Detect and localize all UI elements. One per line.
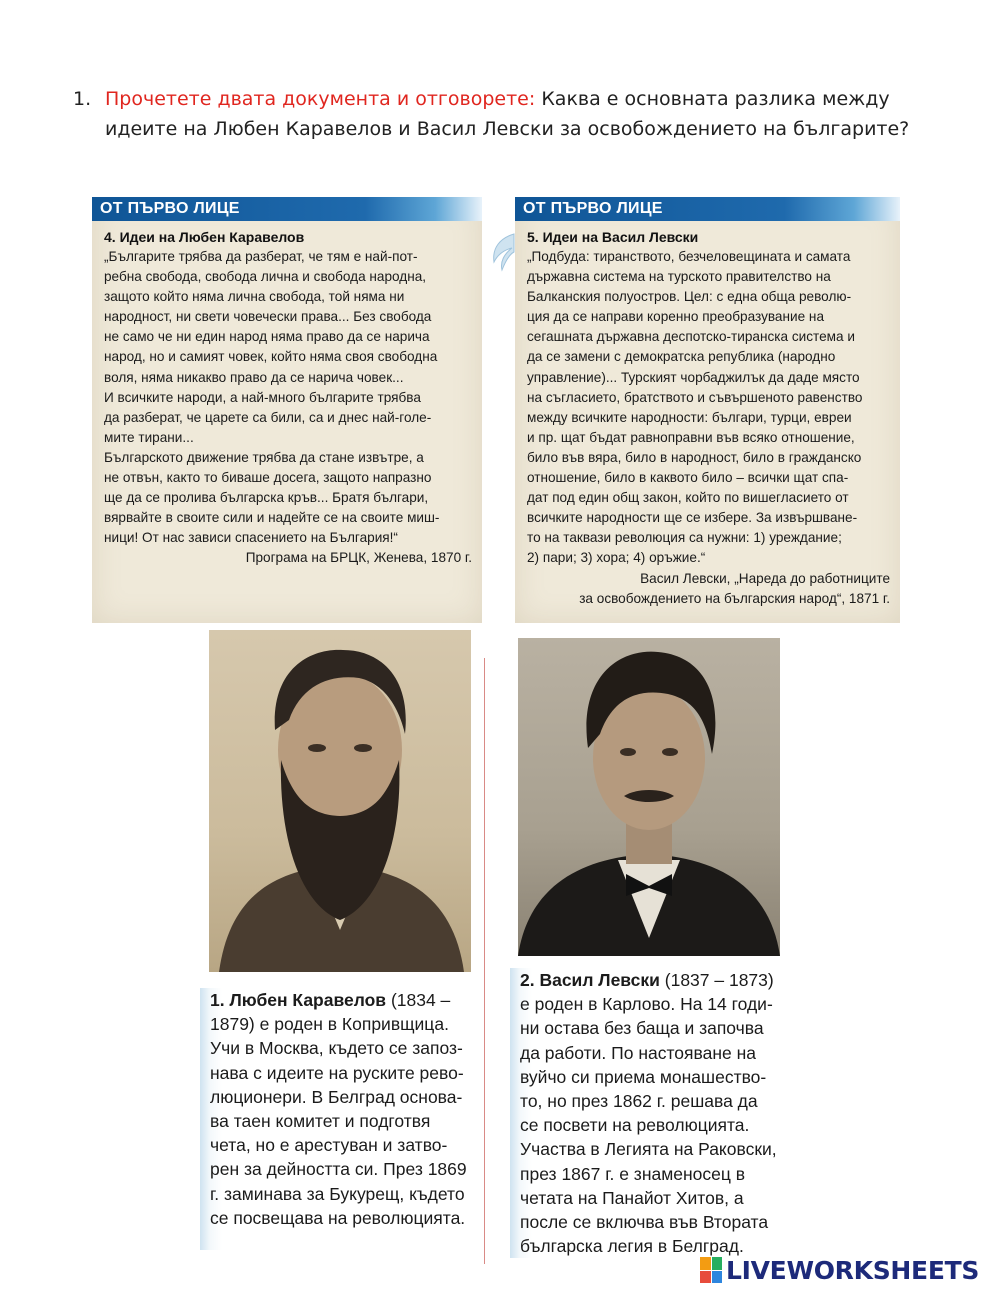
portrait-karavelov [209, 630, 471, 972]
caption-name: 2. Васил Левски [520, 970, 660, 990]
caption-name: 1. Любен Каравелов [210, 990, 387, 1010]
question-text: Каква е основната разлика между идеите на Любен Каравелов и Васил Левски за освобождението на българите? [105, 88, 910, 140]
column-divider [484, 658, 485, 1264]
document-header: ОТ ПЪРВО ЛИЦЕ [92, 197, 482, 221]
document-levski [515, 197, 900, 623]
caption-text: (1837 – 1873) е роден в Карлово. На 14 годи- ни остава без баща и започва да работи. По настояване на вуйчо си приема монашество- то, но през 1862 г. решава да се посвети на революцията. Участва в Легията на Раковски, през 1867 г. е знаменосец в четата на Панайот Хитов, а после се включва във Втората българска легия в Белград. [520, 970, 777, 1257]
document-text: „Българите трябва да разберат, че тям е най-пот- ребна свобода, свобода лична и свобода народна, защото който няма лична свобода, той няма ни народност, ни свети човечески права... Без свобода не само че ни един народ няма право да се нарича народ, но и самият човек, който няма своя свободна воля, няма никакво право да се нарича човек... И всичките народи, а най-много българите трябва да разберат, че царете са били, са и днес най-голе- мите тирани... Българското движение трябва да стане извътре, а не отвън, както то биваше досега, защото напразно ще да се пролива българска кръв... Братя българи, вярвайте в своите сили и надейте се на своите миш- ници! От нас зависи спасението на България!“ [104, 249, 440, 546]
document-header: ОТ ПЪРВО ЛИЦЕ [515, 197, 900, 221]
brand-wordmark: LIVEWORKSHEETS [726, 1255, 980, 1285]
caption-levski [510, 968, 800, 1258]
document-source: Васил Левски, „Нареда до работниците за освобождението на българския народ“, 1871 г. [579, 570, 890, 606]
document-title: 4. Идеи на Любен Каравелов [104, 229, 305, 245]
document-title: 5. Идеи на Васил Левски [527, 229, 699, 245]
question-instruction: Прочетете двата документа и отговорете: [105, 88, 536, 110]
document-source: Програма на БРЦК, Женева, 1870 г. [245, 550, 472, 566]
liveworksheets-brand [700, 1256, 979, 1284]
question [73, 84, 953, 144]
question-body [105, 84, 953, 144]
document-karavelov [92, 197, 482, 623]
portrait-levski [518, 638, 780, 956]
caption-karavelov [200, 988, 480, 1250]
document-text: „Подбуда: тиранството, безчеловещината и самата държавна система на турското правителство на Балканския полуостров. Цел: с една обща револю- ция да се направи коренно преобразувание на сегашната държавна деспотско-тиранска система и да се замени с демократска република (народно управление)... Турският чорбаджилък да даде място на съгласието, братството и съвършеното равенство между всичките народности: българи, турци, евреи и пр. щат бъдат равноправни във всяко отношение, било във вяра, било в народност, било в гражданско отношение, било в каквото било – всички щат спа- дат под един общ закон, който по вишегласието от всичките народности ще се избере. За извършване- то на таквази революция са нужни: 1) уреждание; 2) пари; 3) хора; 4) оръжие.“ [527, 249, 863, 566]
question-number: 1. [73, 88, 92, 110]
caption-text: (1834 – 1879) е роден в Копривщица. Учи в Москва, където се запоз- нава с идеите на руските рево- люционери. В Белград основа- ва таен комитет и подготвя чета, но е арестуван и затво- рен за дейността си. През 1869 г. заминава за Букурещ, където се посвещава на революцията. [210, 990, 467, 1228]
liveworksheets-logo-icon [700, 1257, 722, 1283]
shell-decoration-icon [490, 232, 516, 272]
